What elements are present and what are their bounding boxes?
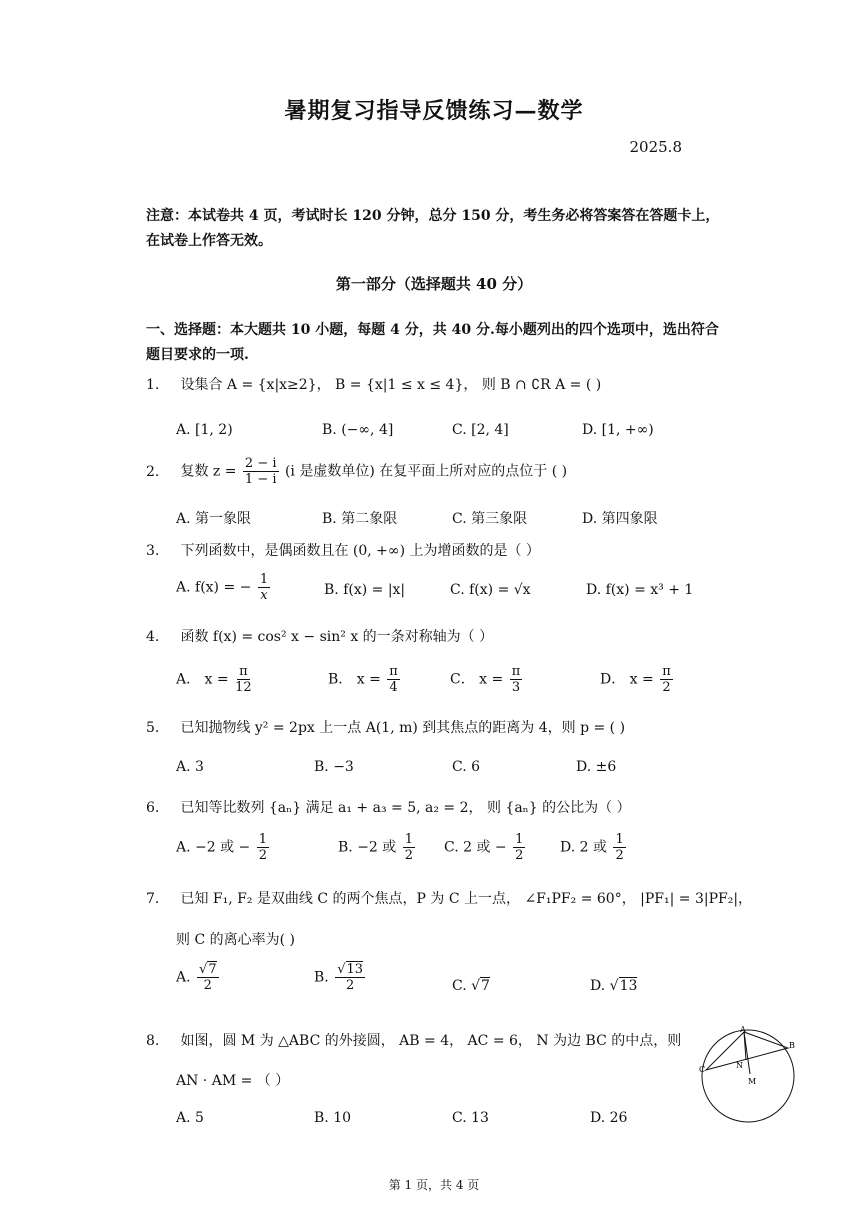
fraction-denominator: 2 (515, 848, 524, 863)
fraction (243, 456, 279, 487)
fraction-numerator: √13 (337, 962, 364, 977)
question-stem-post: (i 是虚数单位) 在复平面上所对应的点位于 ( ) (284, 463, 568, 480)
option-b (338, 832, 417, 863)
option-c (450, 664, 524, 695)
option-d-text: D. 2 或 (560, 839, 607, 856)
option-c-text: C． x = (450, 671, 504, 688)
option-b: B. 第二象限 (322, 511, 398, 527)
question-number: 4. (146, 629, 160, 645)
question-number: 6. (146, 800, 160, 816)
question-number: 2. (146, 463, 160, 480)
section-heading: 第一部分（选择题共 40 分） (335, 275, 533, 293)
option-d: D. 第四象限 (582, 511, 658, 527)
fraction-numerator: π (239, 664, 248, 679)
option-a-text: A. (176, 969, 191, 986)
option-d-text: D. (590, 978, 606, 994)
question-number: 8. (146, 1033, 160, 1049)
option-a (176, 572, 272, 603)
option-c-text: C. (452, 978, 467, 994)
option-d (560, 832, 628, 863)
question-8 (146, 1030, 681, 1050)
option-c: C. 13 (452, 1110, 489, 1126)
question-stem: 已知抛物线 y² = 2px 上一点 A(1, m) 到其焦点的距离为 4，则 p = ( ) (180, 720, 626, 736)
question-5 (146, 717, 625, 737)
fraction-numerator: 1 (515, 832, 524, 847)
fraction-denominator: 2 (615, 848, 624, 863)
fraction-numerator: 1 (404, 832, 414, 847)
fraction-numerator: π (662, 664, 671, 679)
option-a (176, 832, 271, 863)
fraction (387, 664, 400, 695)
fraction (510, 664, 523, 695)
page-title: 暑期复习指导反馈练习—数学 (284, 98, 584, 124)
fraction (613, 832, 625, 863)
question-number: 5. (146, 720, 160, 736)
option-d-text: D． x = (600, 671, 654, 688)
page-footer: 第 1 页，共 4 页 (388, 1178, 480, 1192)
option-b: B. f(x) = |x| (324, 582, 406, 598)
option-c: C. 6 (452, 759, 481, 775)
fraction-denominator: 2 (258, 848, 268, 863)
label-a: A (740, 1025, 746, 1034)
option-c: C. 第三象限 (452, 511, 528, 527)
fraction-numerator: 1 (615, 832, 624, 847)
radicand: 13 (346, 962, 364, 977)
question-1 (146, 374, 601, 394)
option-d: D. [1, +∞) (582, 422, 654, 438)
fraction-denominator: 4 (389, 680, 398, 695)
option-d (600, 664, 675, 695)
fraction (403, 832, 415, 863)
option-b-text: B． x = (328, 671, 381, 688)
radicand: 7 (481, 978, 490, 994)
question-stem: 设集合 A = {x|x≥2}， B = {x|1 ≤ x ≤ 4}， 则 B ∩ ∁R A = ( ) (180, 377, 602, 393)
option-d: D. 26 (590, 1110, 628, 1126)
option-a: A. 第一象限 (176, 511, 252, 527)
option-d: D. f(x) = x³ + 1 (586, 582, 694, 598)
fraction-denominator: 1 − i (244, 472, 277, 487)
question-stem: 函数 f(x) = cos² x − sin² x 的一条对称轴为（ ） (180, 629, 494, 645)
instructions: 一、选择题：本大题共 10 小题，每题 4 分，共 40 分.每小题列出的四个选项中，选出符合题目要求的一项. (146, 322, 719, 363)
option-a (176, 664, 254, 695)
circle-m (702, 1030, 794, 1122)
option-a-text: A. −2 或 − (176, 839, 251, 856)
option-a-text: A. f(x) = − (176, 579, 252, 596)
option-b (314, 962, 367, 993)
option-d: D. ±6 (576, 759, 617, 775)
question-2 (146, 456, 567, 487)
option-d: D. √13 (590, 978, 638, 994)
exam-notice: 注意：本试卷共 4 页，考试时长 120 分钟，总分 150 分，考生务必将答案答在答题卡上，在试卷上作答无效。 (146, 208, 720, 249)
option-b-text: B. (314, 969, 329, 986)
option-c: C. f(x) = √x (450, 582, 531, 598)
option-b: B. (−∞, 4] (322, 422, 394, 438)
question-stem: 如图，圆 M 为 △ABC 的外接圆， AB = 4， AC = 6， N 为边 BC 的中点，则 (180, 1033, 682, 1049)
fraction (660, 664, 673, 695)
question-3 (146, 540, 540, 560)
fraction-denominator: 12 (235, 680, 252, 695)
segment-am (744, 1032, 750, 1074)
option-c-text: C. 2 或 − (444, 839, 507, 856)
radicand: 7 (208, 962, 217, 977)
option-c: C. [2, 4] (452, 422, 509, 438)
question-number: 3. (146, 543, 160, 559)
label-n: N (736, 1061, 743, 1070)
fraction (513, 832, 525, 863)
fraction-denominator: 3 (511, 680, 521, 695)
exam-date: 2025.8 (629, 138, 682, 156)
fraction-denominator: 2 (662, 680, 671, 695)
label-c: C (699, 1065, 706, 1074)
option-b-text: B. −2 或 (338, 839, 397, 856)
question-4 (146, 626, 493, 646)
question-stem: 已知等比数列 {aₙ} 满足 a₁ + a₃ = 5, a₂ = 2， 则 {aₙ} 的公比为（ ） (180, 800, 631, 816)
label-b: B (789, 1041, 795, 1050)
fraction-denominator: 2 (404, 848, 414, 863)
fraction-numerator: π (389, 664, 398, 679)
option-a (176, 962, 221, 993)
fraction-denominator: 2 (203, 978, 212, 993)
question-stem-pre: 复数 z = (180, 463, 237, 480)
option-c (444, 832, 527, 863)
fraction (197, 962, 219, 993)
option-b: B. 10 (314, 1110, 352, 1126)
question-stem: 下列函数中，是偶函数且在 (0, +∞) 上为增函数的是（ ） (180, 543, 540, 559)
fraction-denominator: x (260, 588, 268, 603)
option-a: A. [1, 2) (176, 422, 233, 438)
option-a: A. 3 (176, 759, 204, 775)
question-8-continued: AN · AM = （ ） (176, 1073, 290, 1089)
option-a-text: A． x = (176, 671, 229, 688)
fraction (257, 832, 269, 863)
question-6 (146, 797, 631, 817)
fraction-numerator: √7 (199, 962, 217, 977)
question-stem: 已知 F₁, F₂ 是双曲线 C 的两个焦点，P 为 C 上一点， ∠F₁PF₂ = 60°， |PF₁| = 3|PF₂|， (180, 891, 753, 907)
radicand: 13 (619, 978, 638, 994)
circumcircle-figure (696, 1024, 800, 1124)
fraction-numerator: 2 − i (244, 456, 277, 471)
fraction (258, 572, 270, 603)
option-a: A. 5 (176, 1110, 204, 1126)
question-number: 7. (146, 891, 160, 907)
fraction-denominator: 2 (345, 978, 355, 993)
question-7-continued: 则 C 的离心率为( ) (176, 932, 295, 948)
question-number: 1. (146, 377, 160, 393)
option-b (328, 664, 402, 695)
label-m: M (748, 1077, 757, 1086)
fraction-numerator: π (511, 664, 521, 679)
fraction (335, 962, 365, 993)
question-7 (146, 888, 752, 908)
option-b: B. −3 (314, 759, 354, 775)
option-c: C. √7 (452, 978, 490, 994)
fraction-numerator: 1 (258, 832, 268, 847)
fraction-numerator: 1 (259, 572, 269, 587)
fraction (235, 664, 252, 695)
